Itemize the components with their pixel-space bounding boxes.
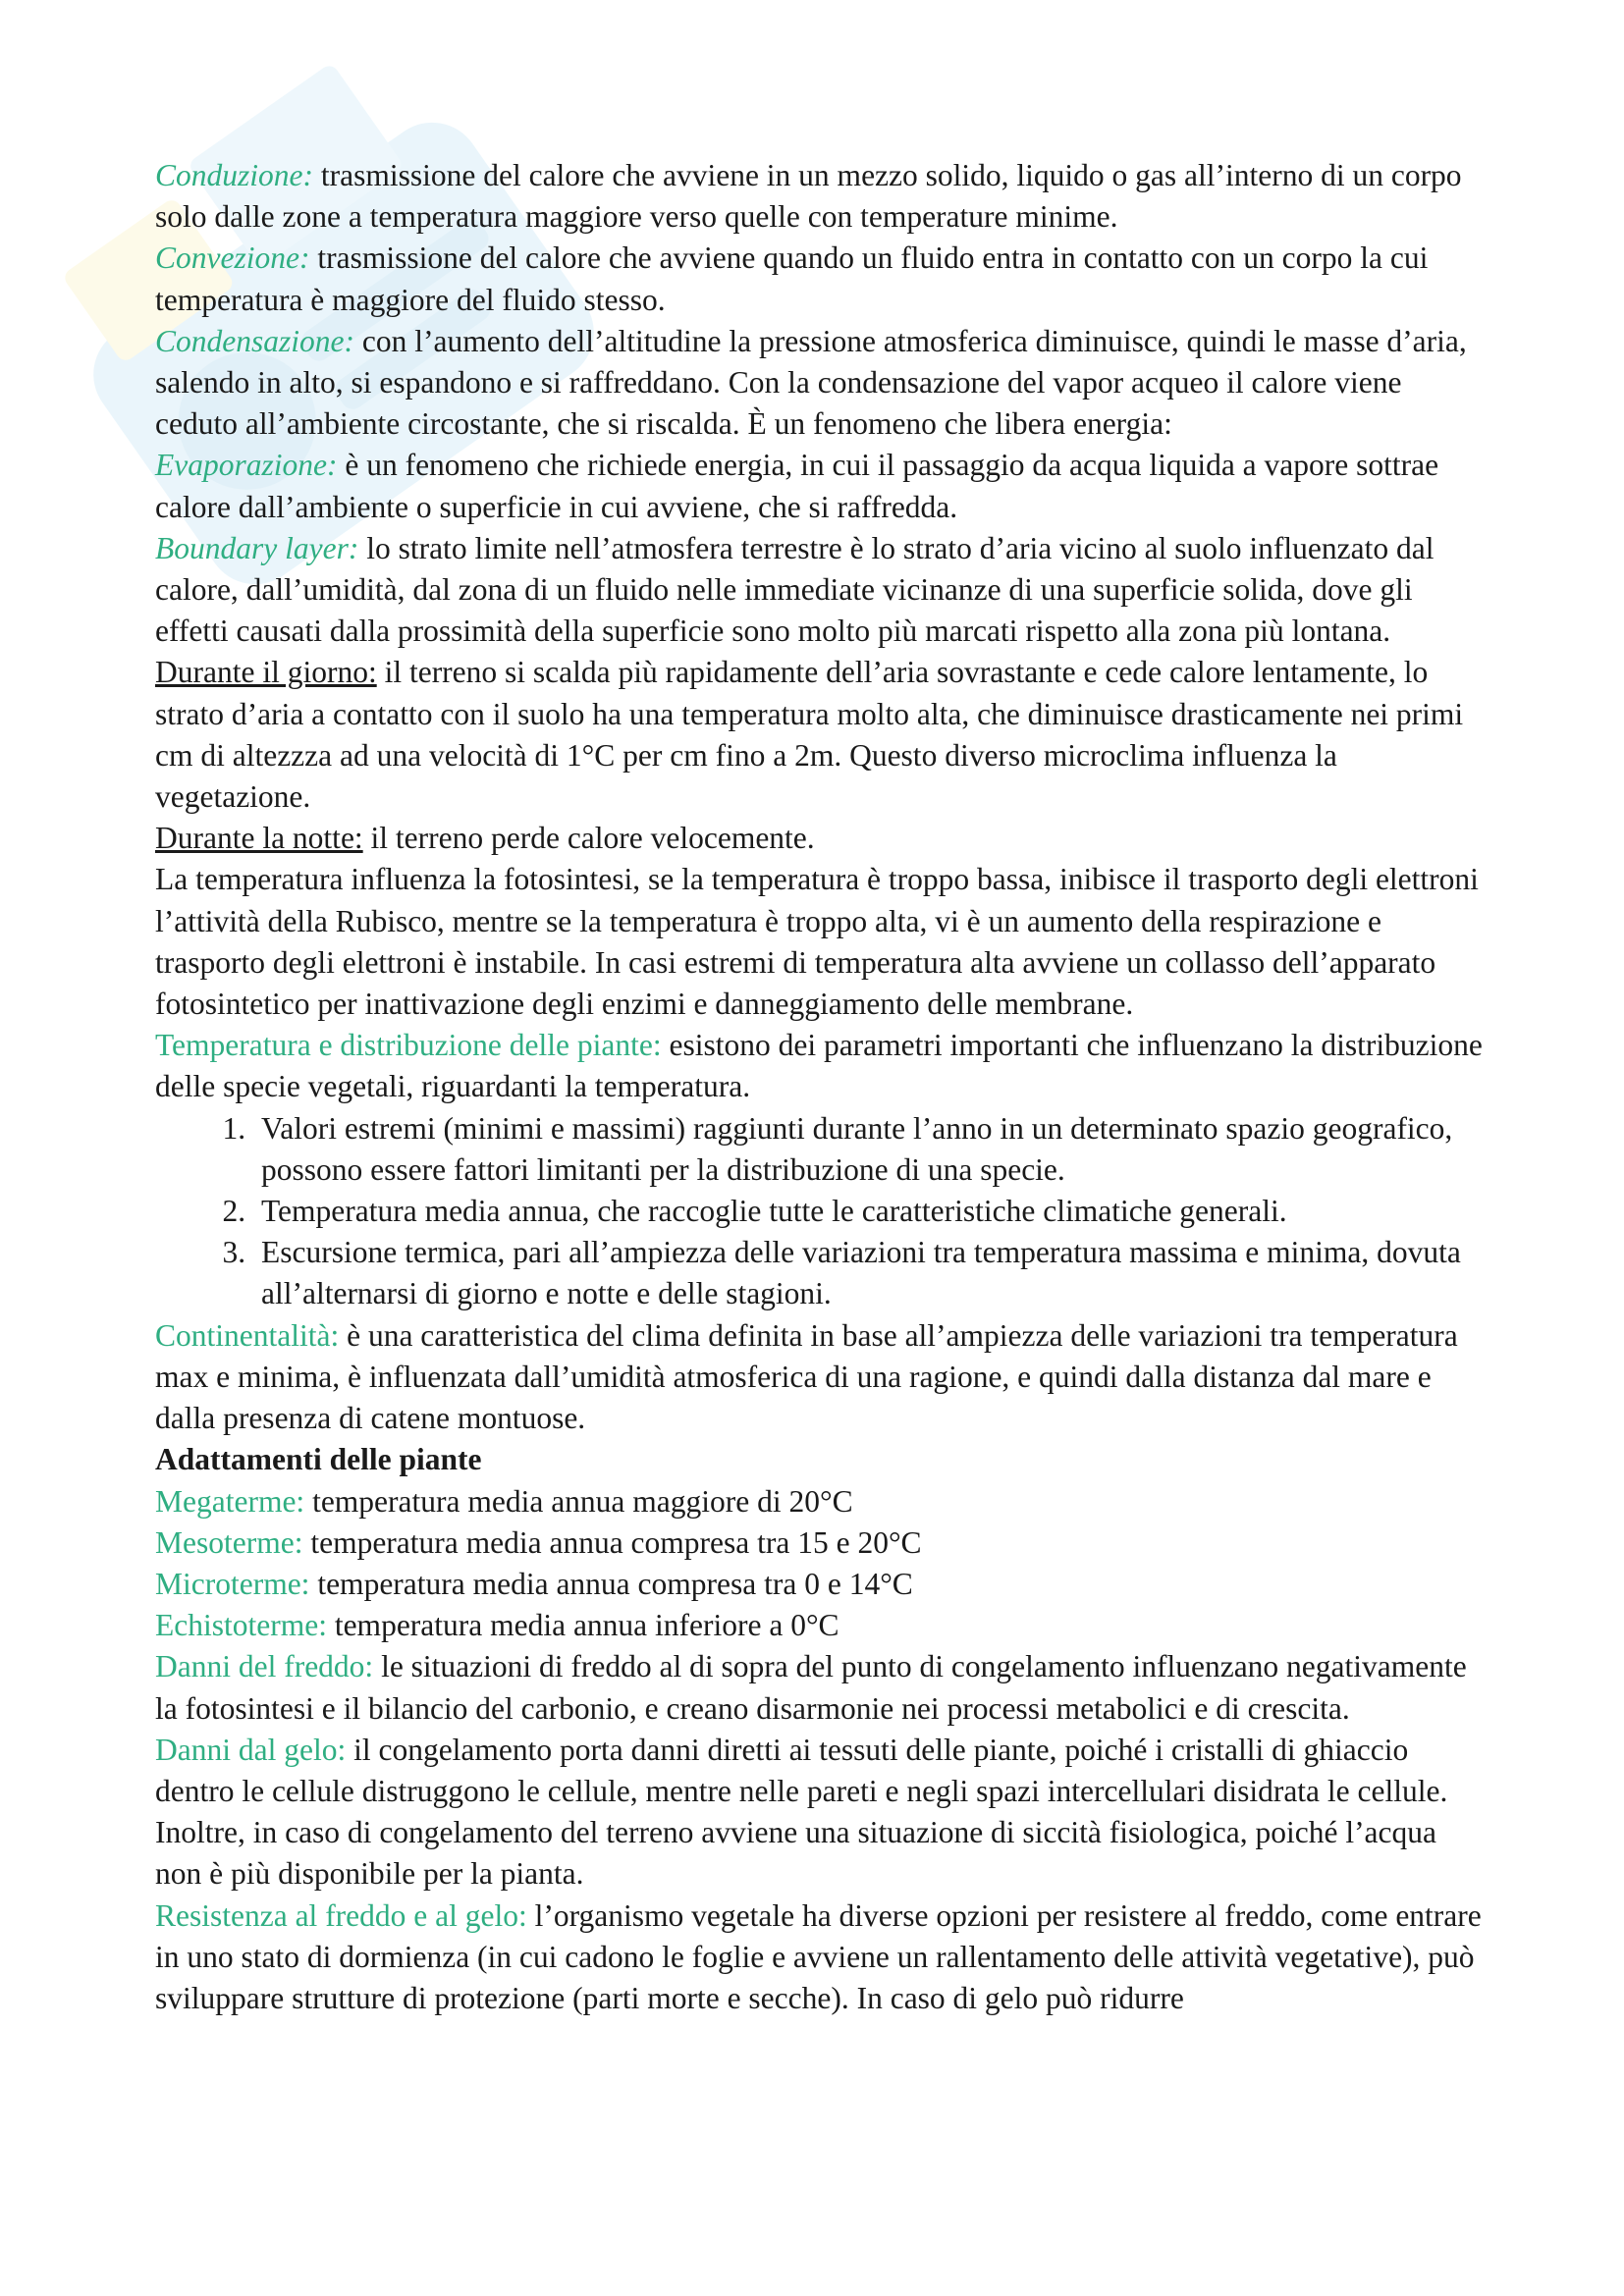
paragraph-boundary-layer: Boundary layer: lo strato limite nell’atmosfera terrestre è lo strato d’aria vicino al suolo influenzato dal calore, dall’umidità, dal zona di un fluido nelle immediate vicinanze di una superficie solida, dove gli effetti causati dalla prossimità della superficie sono molto più marcati rispetto alla zona più lontana. [155,530,1435,649]
paragraph-continentalita: Continentalità: è una caratteristica del clima definita in base all’ampiezza delle variazioni tra temperatura max e minima, è influenzata dall’umidità atmosferica di una ragione, e quindi dalla distanza dal mare e dalla presenza di catene montuose. [155,1317,1458,1436]
numbered-list [155,1108,1490,1315]
term-condensazione: Condensazione: [155,323,354,358]
term-mesoterme: Mesoterme: [155,1524,303,1560]
term-convezione: Convezione: [155,240,310,276]
term-boundary-layer: Boundary layer: [155,530,359,565]
paragraph-danni-freddo: Danni del freddo: le situazioni di freddo al di sopra del punto di congelamento influenzano negativamente la fotosintesi e il bilancio del carbonio, e creano disarmonie nei processi metabolici e di crescita. [155,1649,1467,1726]
term-danni-freddo: Danni del freddo: [155,1649,374,1684]
paragraph-echistoterme: Echistoterme: temperatura media annua inferiore a 0°C [155,1608,839,1643]
term-resistenza: Resistenza al freddo e al gelo: [155,1897,527,1933]
term-durante-giorno: Durante il giorno: [155,655,377,690]
paragraph-mesoterme: Mesoterme: temperatura media annua compresa tra 15 e 20°C [155,1524,922,1560]
paragraph-conduzione: Conduzione: trasmissione del calore che avviene in un mezzo solido, liquido o gas all’interno di un corpo solo dalle zone a temperatura maggiore verso quelle con temperature minime. [155,158,1462,235]
paragraph-resistenza: Resistenza al freddo e al gelo: l’organismo vegetale ha diverse opzioni per resistere al freddo, come entrare in uno stato di dormienza (in cui cadono le foglie e avviene un rallentamento delle attività vegetative), può sviluppare strutture di protezione (parti morte e secche). In caso di gelo può ridurre [155,1897,1482,2015]
term-evaporazione: Evaporazione: [155,448,338,483]
paragraph-convezione: Convezione: trasmissione del calore che avviene quando un fluido entra in contatto con un corpo la cui temperatura è maggiore del fluido stesso. [155,240,1429,317]
paragraph-danni-gelo: Danni dal gelo: il congelamento porta danni diretti ai tessuti delle piante, poiché i cristalli di ghiaccio dentro le cellule distruggono le cellule, mentre nelle pareti e negli spazi intercellulari disidrata le cellule. Inoltre, in caso di congelamento del terreno avviene una situazione di siccità fisiologica, poiché l’acqua non è più disponibile per la pianta. [155,1732,1448,1892]
paragraph-condensazione: Condensazione: con l’aumento dell’altitudine la pressione atmosferica diminuisce, quindi le masse d’aria, salendo in alto, si espandono e si raffreddano. Con la condensazione del vapor acqueo il calore viene ceduto all’ambiente circostante, che si riscalda. È un fenomeno che libera energia: [155,323,1467,442]
term-megaterme: Megaterme: [155,1483,305,1519]
list-item: 1. Valori estremi (minimi e massimi) raggiunti durante l’anno in un determinato spazio geografico, possono essere fattori limitanti per la distribuzione di una specie. [253,1108,1490,1191]
term-danni-gelo: Danni dal gelo: [155,1732,347,1767]
paragraph-microterme: Microterme: temperatura media annua compresa tra 0 e 14°C [155,1566,913,1601]
term-conduzione: Conduzione: [155,158,313,192]
document-body [155,155,1490,2019]
paragraph-fotosintesi: La temperatura influenza la fotosintesi, se la temperatura è troppo bassa, inibisce il trasporto degli elettroni l’attività della Rubisco, mentre se la temperatura è troppo alta, vi è un aumento della respirazione e trasporto degli elettroni è instabile. In casi estremi di temperatura alta avviene un collasso dell’apparato fotosintetico per inattivazione degli enzimi e danneggiamento delle membrane. [155,862,1479,1022]
term-microterme: Microterme: [155,1566,310,1601]
term-echistoterme: Echistoterme: [155,1608,327,1643]
term-distribuzione: Temperatura e distribuzione delle piante: [155,1028,662,1063]
paragraph-megaterme: Megaterme: temperatura media annua maggiore di 20°C [155,1483,853,1519]
section-heading: Adattamenti delle piante [155,1442,482,1477]
list-item: 3. Escursione termica, pari all’ampiezza delle variazioni tra temperatura massima e minima, dovuta all’alternarsi di giorno e notte e delle stagioni. [253,1232,1490,1314]
term-durante-notte: Durante la notte: [155,821,363,856]
paragraph-notte: Durante la notte: il terreno perde calore velocemente. [155,821,815,856]
list-item: 2. Temperatura media annua, che raccoglie tutte le caratteristiche climatiche generali. [253,1191,1490,1232]
paragraph-distribuzione: Temperatura e distribuzione delle piante: esistono dei parametri importanti che influenzano la distribuzione delle specie vegetali, riguardanti la temperatura. [155,1028,1483,1104]
term-continentalita: Continentalità: [155,1317,340,1353]
paragraph-giorno: Durante il giorno: il terreno si scalda più rapidamente dell’aria sovrastante e cede calore lentamente, lo strato d’aria a contatto con il suolo ha una temperatura molto alta, che diminuisce drasticamente nei primi cm di altezzza ad una velocità di 1°C per cm fino a 2m. Questo diverso microclima influenza la vegetazione. [155,655,1464,815]
paragraph-evaporazione: Evaporazione: è un fenomeno che richiede energia, in cui il passaggio da acqua liquida a vapore sottrae calore dall’ambiente o superficie in cui avviene, che si raffredda. [155,448,1439,524]
